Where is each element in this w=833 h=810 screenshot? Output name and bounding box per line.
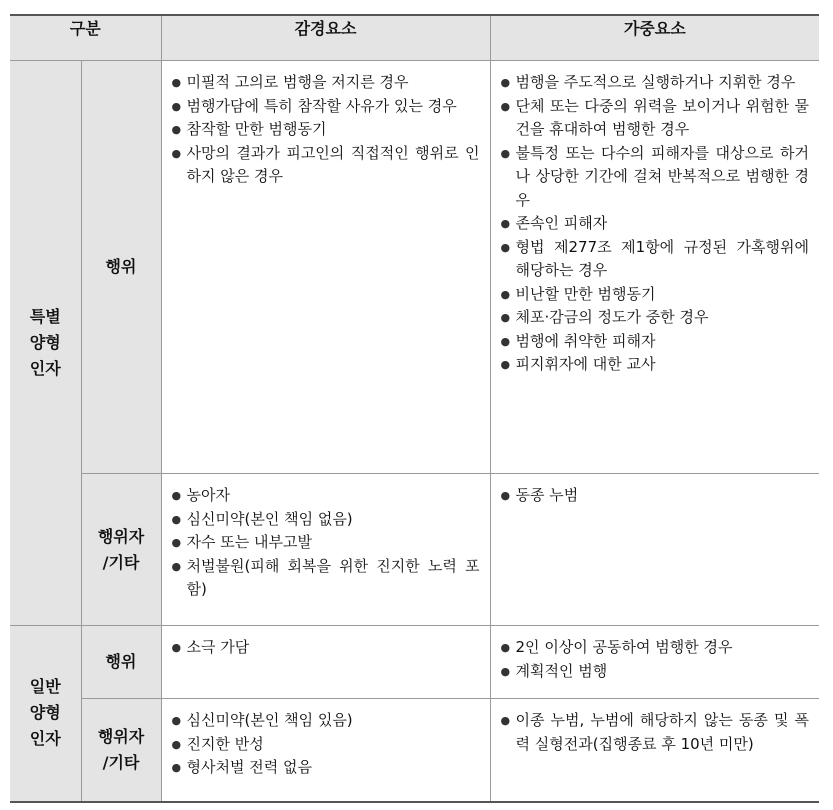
list-item: ● 형법 제277조 제1항에 규정된 가혹행위에 해당하는 경우 <box>501 236 810 283</box>
list-item: ● 심신미약(본인 책임 없음) <box>172 508 480 532</box>
list-item: ● 피지휘자에 대한 교사 <box>501 353 810 377</box>
list-item: ● 계획적인 범행 <box>501 660 810 684</box>
list-item: ● 농아자 <box>172 484 480 508</box>
special-label-line: 양형 <box>29 333 61 352</box>
general-label-line: 인자 <box>29 729 61 749</box>
list-item: ● 처벌불원(피해 회복을 위한 진지한 노력 포함) <box>172 555 480 602</box>
list-item: ● 범행에 취약한 피해자 <box>501 330 810 354</box>
header-mitigating: 감경요소 <box>161 15 490 61</box>
general-conduct-aggravating <box>490 626 819 699</box>
list-item: ● 범행가담에 특히 참작할 사유가 있는 경우 <box>172 95 480 119</box>
general-actor-aggravating <box>490 699 819 802</box>
general-conduct-label: 행위 <box>81 626 161 699</box>
list-item: ● 존속인 피해자 <box>501 212 810 236</box>
list-item: ● 비난할 만한 범행동기 <box>501 283 810 307</box>
actor-label-line: /기타 <box>102 552 140 572</box>
list-item: ● 이종 누범, 누범에 해당하지 않는 동종 및 폭력 실형전과(집행종료 후 10년 미만) <box>501 709 810 756</box>
special-conduct-label: 행위 <box>81 61 161 474</box>
list-item: ● 2인 이상이 공동하여 범행한 경우 <box>501 636 810 660</box>
special-actor-label <box>81 474 161 626</box>
list-item: ● 체포·감금의 정도가 중한 경우 <box>501 306 810 330</box>
special-conduct-row <box>10 61 819 474</box>
general-actor-mitigating <box>161 699 490 802</box>
list-item: ● 소극 가담 <box>172 636 480 660</box>
list-item: ● 미필적 고의로 범행을 저지른 경우 <box>172 71 480 95</box>
list-item: ● 심신미약(본인 책임 있음) <box>172 709 480 733</box>
general-label-line: 일반 <box>29 677 61 697</box>
special-label-line: 특별 <box>29 307 61 326</box>
list-item: ● 진지한 반성 <box>172 733 480 757</box>
list-item: ● 단체 또는 다중의 위력을 보이거나 위험한 물건을 휴대하여 범행한 경우 <box>501 95 810 142</box>
list-item: ● 범행을 주도적으로 실행하거나 지휘한 경우 <box>501 71 810 95</box>
header-category: 구분 <box>10 15 161 61</box>
special-conduct-mitigating <box>161 61 490 474</box>
list-item: ● 참작할 만한 범행동기 <box>172 118 480 142</box>
general-actor-row <box>10 699 819 802</box>
list-item: ● 불특정 또는 다수의 피해자를 대상으로 하거나 상당한 기간에 걸쳐 반복적으로 범행한 경우 <box>501 142 810 213</box>
list-item: ● 자수 또는 내부고발 <box>172 531 480 555</box>
general-actor-label <box>81 699 161 802</box>
list-item: ● 동종 누범 <box>501 484 810 508</box>
special-actor-aggravating <box>490 474 819 626</box>
general-factor-label <box>10 626 81 802</box>
header-row <box>10 15 819 61</box>
actor-label-line: /기타 <box>102 752 140 772</box>
special-conduct-aggravating <box>490 61 819 474</box>
header-aggravating: 가중요소 <box>490 15 819 61</box>
list-item: ● 형사처벌 전력 없음 <box>172 756 480 780</box>
general-label-line: 양형 <box>29 703 61 723</box>
special-actor-mitigating <box>161 474 490 626</box>
sentencing-factors-table <box>10 14 819 803</box>
list-item: ● 사망의 결과가 피고인의 직접적인 행위로 인하지 않은 경우 <box>172 142 480 189</box>
actor-label-line: 행위자 <box>97 526 145 546</box>
special-actor-row <box>10 474 819 626</box>
general-conduct-mitigating <box>161 626 490 699</box>
actor-label-line: 행위자 <box>97 726 145 746</box>
special-factor-label <box>10 61 81 626</box>
general-conduct-row <box>10 626 819 699</box>
special-label-line: 인자 <box>29 359 61 378</box>
